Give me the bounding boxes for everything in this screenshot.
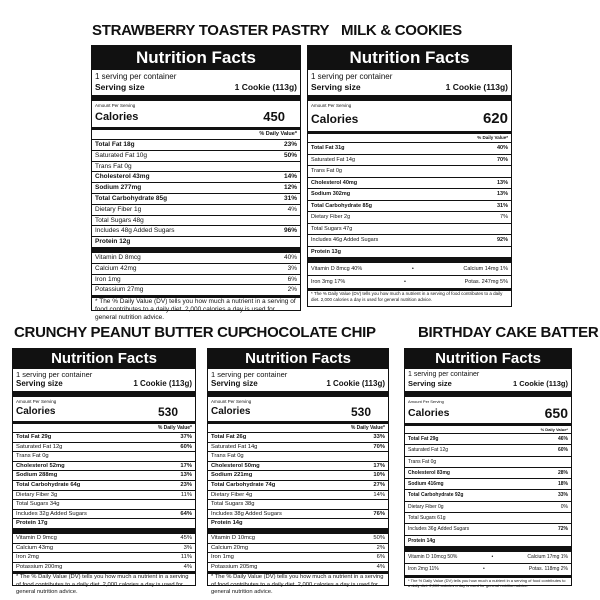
servings-per-container: 1 serving per container [408, 371, 480, 378]
nutrient-list [405, 433, 571, 546]
label-title-birthday-cake: BIRTHDAY CAKE BATTER [418, 324, 599, 341]
servings-per-container: 1 serving per container [95, 72, 177, 81]
amount-per-serving: Amount Per Serving [311, 103, 352, 108]
nutrient-row: Cholesterol 50mg 17% [208, 461, 388, 471]
nutrient-row: Total Sugars 61g [405, 512, 571, 523]
vitamin-list [92, 253, 300, 295]
nutrient-row: Total Carbohydrate 85g 31% [92, 193, 300, 204]
nutrient-row: Includes 46g Added Sugars 92% [308, 234, 511, 246]
footnote: * The % Daily Value (DV) tells you how much a nutrient in a serving of food contributes to a daily diet. 2,000 calories a day is used for general nutrition advice. [311, 291, 503, 302]
nutrient-row: Total Fat 31g 40% [308, 142, 511, 154]
nutrient-list [308, 142, 511, 257]
servings-per-container: 1 serving per container [311, 72, 393, 81]
label-title-milk-cookies: MILK & COOKIES [341, 22, 462, 39]
nutrient-row: Sodium 221mg 10% [208, 470, 388, 480]
calories-row [405, 405, 571, 421]
calories-value: 450 [263, 109, 285, 124]
nutrient-row: Dietary Fiber 3g 11% [13, 490, 195, 500]
calories-value: 530 [157, 405, 178, 419]
label-title-chocolate-chip: CHOCOLATE CHIP [246, 324, 376, 341]
footnote: * The % Daily Value (DV) tells you how much a nutrient in a serving of food contributes to a daily diet. 2,000 calories a day is used for general nutrition advice. [211, 574, 384, 596]
nutrient-row: Dietary Fiber 0g 0% [405, 501, 571, 512]
calories-value: 530 [350, 405, 371, 419]
calories-label: Calories [16, 406, 56, 417]
vitamin-row: Iron 1mg 6% [208, 552, 388, 562]
calories-row [308, 109, 511, 129]
nutrient-row: Cholesterol 83mg 28% [405, 467, 571, 478]
nutrient-row: Cholesterol 40mg 13% [308, 177, 511, 189]
vitamin-row: Potassium 205mg 4% [208, 562, 388, 572]
nutrient-row: Saturated Fat 14g 70% [208, 442, 388, 452]
vitamin-row: Iron 3mg 17% • Potas. 247mg 5% [308, 275, 511, 288]
nutrient-row: Total Carbohydrate 92g 33% [405, 489, 571, 500]
nutrient-row: Saturated Fat 14g 70% [308, 154, 511, 166]
serving-size-value: 1 Cookie (113g) [133, 379, 192, 388]
amount-per-serving: Amount Per Serving [16, 399, 57, 404]
daily-value-header: % Daily Value* [540, 427, 568, 432]
vitamin-list [208, 534, 388, 571]
nutrient-row: Dietary Fiber 4g 14% [208, 490, 388, 500]
calories-row [208, 405, 388, 419]
nutrient-row: Total Sugars 48g [92, 215, 300, 226]
nutrient-row: Total Carbohydrate 64g 23% [13, 480, 195, 490]
nutrient-row: Protein 14g [208, 518, 388, 528]
nutrition-panel-chocolate-chip [207, 348, 389, 596]
vitamin-list [308, 263, 511, 288]
nutrient-row: Saturated Fat 12g 60% [405, 444, 571, 455]
amount-per-serving: Amount Per Serving [211, 399, 252, 404]
nutrient-list [13, 432, 195, 528]
serving-size-row [208, 379, 388, 389]
servings-per-container: 1 serving per container [211, 370, 288, 379]
vitamin-row: Calcium 20mg 2% [208, 543, 388, 553]
vitamin-row: Calcium 43mg 3% [13, 543, 195, 553]
nutrition-facts-header: Nutrition Facts [308, 46, 511, 70]
nutrition-facts-header: Nutrition Facts [13, 349, 195, 369]
nutrient-row: Protein 14g [405, 535, 571, 546]
vitamin-row: Vitamin D 10mcg 50% • Calcium 17mg 1% [408, 553, 568, 560]
footnote: * The % Daily Value (DV) tells you how much a nutrient in a serving of food contributes to a daily diet. 2,000 calories a day is used for general nutrition advice. [408, 577, 566, 589]
serving-size-row [405, 379, 571, 389]
vitamin-row: Iron 1mg 6% [92, 274, 300, 285]
serving-size-label: Serving size [211, 379, 258, 388]
daily-value-header: % Daily Value* [350, 425, 385, 431]
nutrient-row: Cholesterol 52mg 17% [13, 461, 195, 471]
serving-size-label: Serving size [408, 379, 452, 388]
nutrient-row: Total Fat 29g 37% [13, 432, 195, 442]
serving-size-value: 1 Cookie (113g) [512, 379, 568, 388]
nutrient-row: Total Sugars 47g [308, 223, 511, 235]
nutrient-row: Sodium 302mg 13% [308, 188, 511, 200]
daily-value-header: % Daily Value* [259, 131, 297, 137]
nutrient-row: Dietary Fiber 1g 4% [92, 204, 300, 215]
nutrient-row: Saturated Fat 10g 50% [92, 150, 300, 161]
nutrient-row: Total Fat 18g 23% [92, 139, 300, 150]
nutrient-row: Trans Fat 0g [405, 456, 571, 467]
calories-label: Calories [95, 111, 139, 123]
nutrition-panel-birthday-cake [404, 348, 572, 589]
vitamin-list [405, 552, 571, 575]
serving-size-row [92, 82, 300, 93]
nutrient-row: Dietary Fiber 2g 7% [308, 211, 511, 223]
nutrient-row: Total Carbohydrate 74g 27% [208, 480, 388, 490]
servings-per-container: 1 serving per container [16, 370, 93, 379]
nutrient-row: Trans Fat 0g [92, 161, 300, 172]
calories-label: Calories [408, 407, 450, 419]
nutrient-list [92, 139, 300, 247]
nutrition-facts-header: Nutrition Facts [208, 349, 388, 369]
vitamin-row: Vitamin D 10mcg 50% [211, 534, 385, 541]
amount-per-serving: Amount Per Serving [408, 399, 444, 404]
calories-value: 650 [544, 405, 568, 421]
calories-row [13, 405, 195, 419]
nutrient-row: Cholesterol 43mg 14% [92, 171, 300, 182]
serving-size-row [13, 379, 195, 389]
label-title-strawberry: STRAWBERRY TOASTER PASTRY [92, 22, 330, 39]
calories-value: 620 [482, 110, 508, 127]
nutrient-row: Total Sugars 38g [208, 499, 388, 509]
serving-size-row [308, 82, 511, 93]
serving-size-value: 1 Cookie (113g) [326, 379, 385, 388]
nutrient-row: Protein 17g [13, 518, 195, 528]
nutrient-row: Total Carbohydrate 85g 31% [308, 200, 511, 212]
nutrient-row: Total Sugars 34g [13, 499, 195, 509]
nutrient-row: Sodium 288mg 13% [13, 470, 195, 480]
vitamin-row: Iron 2mg 11% • Potas. 118mg 2% [405, 563, 571, 575]
nutrient-row: Sodium 416mg 18% [405, 478, 571, 489]
calories-label: Calories [311, 112, 359, 126]
vitamin-row: Vitamin D 8mcg 40% [95, 253, 297, 261]
serving-size-label: Serving size [95, 82, 145, 92]
calories-row [92, 109, 300, 125]
serving-size-label: Serving size [16, 379, 63, 388]
nutrition-panel-peanut-butter [12, 348, 196, 596]
amount-per-serving: Amount Per Serving [95, 103, 136, 108]
serving-size-label: Serving size [311, 82, 361, 92]
calories-label: Calories [211, 406, 251, 417]
nutrient-row: Saturated Fat 12g 60% [13, 442, 195, 452]
nutrition-facts-header: Nutrition Facts [92, 46, 300, 70]
vitamin-row: Vitamin D 8mcg 40% • Calcium 14mg 1% [311, 266, 508, 272]
serving-size-value: 1 Cookie (113g) [445, 82, 508, 92]
nutrient-list [208, 432, 388, 528]
nutrient-row: Includes 38g Added Sugars 76% [208, 509, 388, 519]
vitamin-row: Potassium 200mg 4% [13, 562, 195, 572]
footnote: * The % Daily Value (DV) tells you how much a nutrient in a serving of food contributes to a daily diet. 2,000 calories a day is used for general nutrition advice. [16, 574, 189, 596]
nutrient-row: Protein 12g [92, 236, 300, 247]
nutrient-row: Includes 32g Added Sugars 64% [13, 509, 195, 519]
nutrient-row: Trans Fat 0g [308, 165, 511, 177]
nutrient-row: Total Fat 26g 33% [208, 432, 388, 442]
vitamin-row: Iron 2mg 11% [13, 552, 195, 562]
nutrition-facts-header: Nutrition Facts [405, 349, 571, 369]
nutrient-row: Trans Fat 0g [208, 451, 388, 461]
vitamin-row: Vitamin D 9mcg 45% [16, 534, 192, 541]
nutrient-row: Total Fat 29g 46% [405, 433, 571, 444]
daily-value-header: % Daily Value* [477, 135, 508, 140]
nutrient-row: Trans Fat 0g [13, 451, 195, 461]
nutrition-panel-strawberry [91, 45, 301, 322]
vitamin-row: Potassium 27mg 2% [92, 284, 300, 295]
serving-size-value: 1 Cookie (113g) [234, 82, 297, 92]
nutrient-row: Protein 13g [308, 246, 511, 258]
vitamin-row: Calcium 42mg 3% [92, 263, 300, 274]
footnote: * The % Daily Value (DV) tells you how much a nutrient in a serving of food contributes to a daily diet. 2,000 calories a day is used for general nutrition advice. [95, 298, 296, 322]
daily-value-header: % Daily Value* [157, 425, 192, 431]
nutrition-panel-milk-cookies [307, 45, 512, 307]
label-title-peanut-butter: CRUNCHY PEANUT BUTTER CUP [14, 324, 248, 341]
nutrient-row: Includes 48g Added Sugars 96% [92, 225, 300, 236]
vitamin-list [13, 534, 195, 571]
nutrient-row: Includes 36g Added Sugars 72% [405, 523, 571, 534]
nutrient-row: Sodium 277mg 12% [92, 182, 300, 193]
